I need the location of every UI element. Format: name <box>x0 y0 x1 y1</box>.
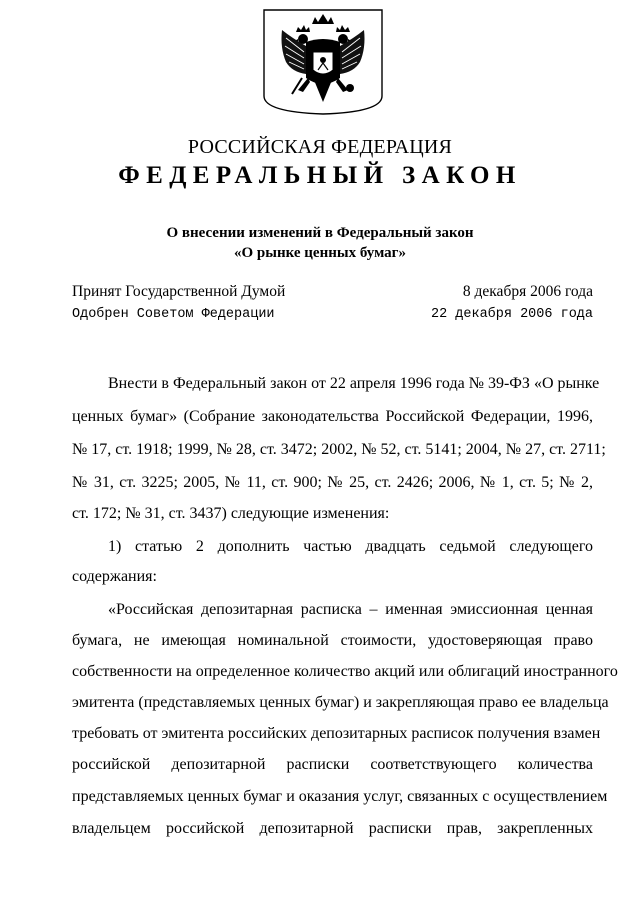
country-name: РОССИЙСКАЯ ФЕДЕРАЦИЯ <box>187 136 453 158</box>
law-subject-title <box>0 223 640 263</box>
body-line: Внести в Федеральный закон от 22 апреля 1996 года № 39-ФЗ «О рынке <box>108 375 600 392</box>
body-line: 1) статью 2 дополнить частью двадцать седьмой следующего <box>108 538 593 555</box>
body-line: «Российская депозитарная расписка – именная эмиссионная ценная <box>108 601 593 618</box>
body-line: российской депозитарной расписки соответствующего количества <box>72 756 593 773</box>
document-type-title: ФЕДЕРАЛЬНЫЙ ЗАКОН <box>118 162 522 189</box>
duma-adoption-label: Принят Государственной Думой <box>72 283 286 300</box>
law-subject-line-2: «О рынке ценных бумаг» <box>234 245 406 261</box>
body-line: содержания: <box>72 568 157 585</box>
body-line: № 31, ст. 3225; 2005, № 11, ст. 900; № 25, ст. 2426; 2006, № 1, ст. 5; № 2, <box>72 474 593 491</box>
council-approval-date: 22 декабря 2006 года <box>430 307 593 322</box>
duma-adoption-date: 8 декабря 2006 года <box>462 283 593 300</box>
body-line: ст. 172; № 31, ст. 3437) следующие изменения: <box>72 505 390 522</box>
body-line: представляемых ценных бумаг и оказания услуг, связанных с осуществлением <box>72 788 608 805</box>
body-line: требовать от эмитента российских депозитарных расписок получения взамен <box>72 725 601 742</box>
russian-coat-of-arms-emblem <box>262 8 384 116</box>
body-line: владельцем российской депозитарной расписки прав, закрепленных <box>72 820 593 837</box>
body-line: эмитента (представляемых ценных бумаг) и закрепляющая право ее владельца <box>72 694 609 711</box>
body-line: собственности на определенное количество акций или облигаций иностранного <box>72 663 618 680</box>
body-line: № 17, ст. 1918; 1999, № 28, ст. 3472; 2002, № 52, ст. 5141; 2004, № 27, ст. 2711; <box>72 441 606 458</box>
body-line: ценных бумаг» (Собрание законодательства Российской Федерации, 1996, <box>72 408 593 425</box>
body-line: бумага, не имеющая номинальной стоимости, удостоверяющая право <box>72 632 593 649</box>
law-subject-line-1: О внесении изменений в Федеральный закон <box>166 225 474 241</box>
council-approval-label: Одобрен Советом Федерации <box>72 307 275 322</box>
